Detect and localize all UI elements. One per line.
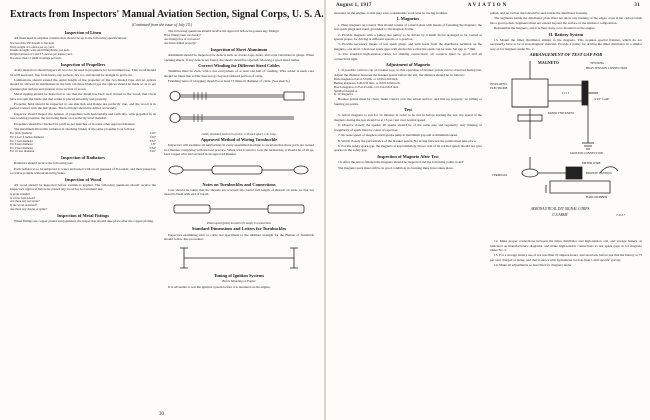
heading-wood: Inspection of Wood <box>64 176 102 182</box>
paragraph: 12. Make proper connections between the timer distributor and high-tension coil, and storage battery, as indicated on manufacturer's diagrams, and make high-tension connections to test spark gaps as for magneto under No. 3. <box>490 239 642 253</box>
diagram-footer-army: U.S.ARMY <box>552 213 568 218</box>
cable-specimen-figure <box>164 244 314 272</box>
label-gap: 3/16" GAP <box>594 97 610 102</box>
table-cell: 3/16" <box>149 149 156 154</box>
paragraph: Thimbles must be even, with a rise everywhere of at least one half of winding. Wire solder is used, care should be taken that solder does not go beyond soldered portion of cable. <box>164 69 314 78</box>
heading-cable-winding: Correct Winding for Different Sized Cables <box>198 63 280 69</box>
left-page <box>0 0 324 420</box>
paragraph: It is advisable to test the ignition system before it is mounted on the engine. <box>168 285 271 290</box>
hard-rubber-block-icon <box>550 181 610 193</box>
article-title: Extracts from Inspectors' Manual Aviation Section, Signal Corps, U. S. A. <box>10 9 324 20</box>
paragraph: 14. Make all adjustments as described for magneto under <box>494 263 572 268</box>
gap-list <box>334 78 482 97</box>
paragraph: The segments inside the distributor plate must not show any burning of the edges, even if the carbon brush has a good polish. Segments must not extend beyond the surface of the insulator composition. <box>490 16 642 25</box>
table-row <box>10 150 156 154</box>
paragraph: Breaker points must be clean, make contact over the whole surface, and line up properly; no pitting or burning on points. <box>334 97 482 106</box>
diagram-title: ARRANGEMENT OF TEST GAP FOR <box>529 52 603 58</box>
table-cell: 1/16" <box>149 135 156 140</box>
label-meter-wire: METER WIRE <box>582 161 601 166</box>
label-terminal: TERMINAL <box>492 173 508 178</box>
paragraph: Army inspectors should inspect all wood to be used in propellers for Government use. This wood should be well seasoned, free from knots, sap pockets, dry rot, and should be straight in grain-cut. <box>10 68 156 77</box>
list-item: Are there any wet spots? <box>10 199 40 204</box>
paragraph: 13. For a storage battery use of not less than 10 ampere-hours, and ascertain, before test that the battery is 75 per cent charged or better, and that it shows with hydrometer not less than 1,200 specific gravity. <box>490 253 642 262</box>
table-cell: 1/16" <box>149 131 156 136</box>
figure-caption: Cable, stranded, each turn of wire, 1/16 inch apart, 1-in. long. <box>201 131 277 136</box>
list-item: K. W. magnetos. <box>334 92 354 97</box>
tolerance-table <box>10 132 156 154</box>
paragraph: 1. Hasp magneto on a stand. This should consist of a metal plate with means of fastening the magneto, the test spark plugs and stand, grounded to the magneto frame. <box>334 22 482 32</box>
heading-test: Test <box>404 107 412 113</box>
paragraph: 7. Increase speed of magneto until sparks jump at maximum gap and at minimum speed. <box>338 133 458 138</box>
paragraph: 1. If possible, remove cap on breaker box, so that operation of breaker points can be observed during test. Adjust the distance between the breaker points before the test, the distance should be as follows: <box>334 68 482 77</box>
paragraph: 2. Provide magneto with a pulley, the pulley to be driven by a small motor arranged to be rotated at speeds proper for driving at different speeds, or a gearbox. <box>334 32 482 42</box>
list-item: Not less than 150 threads to the inch. <box>10 40 55 45</box>
heading-magnetos: I. Magnetos <box>396 16 420 22</box>
paragraph: Radiators should receive the following test: <box>14 161 74 166</box>
paragraph: 4. Use standard high-tension cables for making connections; all contacts must be good and all connections tight. <box>334 52 482 61</box>
right-page <box>326 0 650 420</box>
table-cell: For 10 feet diameter <box>10 149 35 154</box>
label-hard-rubber: HARD RUBBER <box>586 195 608 200</box>
heading-propellers: Inspection of Propellers <box>60 61 106 67</box>
linen-specs <box>10 42 156 61</box>
paragraph: The magneto parts must still be in good condition; no burning must have taken place. <box>338 165 454 170</box>
heading-turnbuckle-wiring: Approved Method of Wiring Turnbuckle <box>200 137 278 143</box>
list-item: Weight between 4.5 and 5.5 ounces per square yard. <box>10 52 73 57</box>
continued-note: (Continued from the issue of July 15.) <box>131 22 193 27</box>
list-item: Splitdorf magnetos. <box>334 88 358 93</box>
label-ground-connection: GROUND CONNECTION <box>570 151 604 156</box>
page-number: 30 <box>159 412 164 417</box>
heading-radiators: Inspection of Radiators <box>61 155 105 161</box>
paragraph: Propellers should be checked for pitch as per sketches or in some other approved manner. <box>14 121 136 126</box>
paragraph: Inspectors will examine all turnbuckles in every assembled machine to ascertain that these parts are locked in a manner complying with the best practice. When wire is used to lock the turnbuckle, it should be of 20 ga. hard copper wire and secured in an approved manner. <box>164 143 314 157</box>
paragraph: Reassemble the magneto, and it is then ready to be mounted on the engine. <box>494 26 596 31</box>
paragraph: Each radiator is to be subjected to water and tested with an air pressure of 8 pounds, and then passed up to twelve pounds without showing leaks. <box>10 166 156 176</box>
paragraph: 6. Observe closely the sparks; all sparks should be of the same size and regularity. Any missing or irregularity of spark must be cause of rejection. <box>334 123 482 132</box>
paragraph: Metal tipping should be inspected to see that the metal has been well riveted to the wood, that rivets have not split the blade and that solder is placed smoothly and properly. <box>10 92 156 101</box>
list-item: Warp weight 4.5 ounces per sq. yard. <box>10 44 55 49</box>
table-cell: 5/32" <box>149 145 156 150</box>
paragraph: 5. Allow magneto to run for 10 minutes in order to be run in before starting the test, the speed of the magneto during the test should be at 15 per cent over normal speed. <box>334 113 482 122</box>
paragraph: When fittings are copper plated and japanned, the inspection should take place after the copper plating. <box>14 219 154 224</box>
heading-metal-fittings: Inspection of Metal Fittings <box>57 212 109 218</box>
table-cell: 3/32" <box>149 138 156 143</box>
turnbuckle-figure <box>164 159 314 181</box>
table-cell: For 7 feet diameter <box>10 138 33 143</box>
list-item: Tensile strength, warp and filling 80 lbs. per inch. <box>10 48 70 53</box>
connection-figure <box>164 199 314 219</box>
heading-after-test: Inspection of Magneto After Test <box>377 153 439 159</box>
wood-questions <box>10 193 156 212</box>
label-insulated-electrode: INSULATED ELECTRODE <box>490 82 508 90</box>
heading-ignition: Tuning of Ignition Systems <box>213 272 265 278</box>
label-paper-thickness: PAPER THICKNESS <box>548 111 575 116</box>
cable-winding-figure <box>164 86 314 130</box>
bronze-casting-icon <box>566 167 582 179</box>
paragraph: Finishing turns of wrapping should be at least 15 times in diameter of cable. (See sketch.) <box>168 79 290 84</box>
heading-turnbuckle-notes: Notes on Turnbuckles and Connections <box>202 181 276 187</box>
heading-aluminum: Inspection of Sheet Aluminum <box>210 46 268 52</box>
paragraph: 10. After the test is finished the magneto should be inspected and the following points noted: <box>338 160 464 165</box>
paragraph: 3. Provide necessary means of test spark plugs, and with leads from the distributor terminal on the magneto, one short. Clean test spark gaps with electrodes so that the spark can be seen. Set gap to 7 mm. <box>334 42 482 51</box>
diagram-date: 7-9-17 <box>616 213 626 218</box>
list-item: Is it free from knots? <box>10 195 36 200</box>
paragraph: Aluminum should be inspected for defects such as cracks, laps, dents, and scale variations in gauge. When opening sheets, if any defects are found, the sheets should be rejected, allowing a good-sized radius. <box>164 53 314 62</box>
magazine-name: AVIATION <box>467 3 509 8</box>
paragraph: The maximum allowable variation in checking blades of the same propeller is as follows: <box>14 127 136 132</box>
paragraph: Care should be taken that the threads are screwed into barrel full length of threads on ends, so that not thread is flush with end of barrel. <box>164 188 314 197</box>
table-cell: 1/8" <box>150 142 156 147</box>
list-item: Is the wood seasoned? <box>10 203 37 208</box>
thimble-icon <box>170 91 180 100</box>
list-item: Bosch magnetos, 0.35-0.45 mm., or 0.014-0.018 inch. <box>334 84 399 89</box>
list-item: Have fittings been cut cleanly? <box>164 33 202 38</box>
list-item: Not more than 11 small crossings per inch. <box>10 56 62 60</box>
paragraph: polish, and no carbon dust should be seen inside the distributor housing. <box>490 11 588 15</box>
list-item: Are fittings free of corrosion? <box>164 37 200 42</box>
figure-caption: Piston spool (pilot) turned to fit snugly in connection. <box>206 220 272 225</box>
label-testing: TESTING <box>590 61 605 66</box>
heading-linen: Inspection of Linen <box>64 30 102 35</box>
list-item: Are holes drilled properly? <box>164 41 197 45</box>
left-column-2 <box>164 29 314 291</box>
heading-battery-system: II. Battery System <box>548 31 584 37</box>
right-column-1 <box>334 11 482 171</box>
page-number: 31 <box>634 3 640 8</box>
paragraph: 8. Watch closely the performance of the breaker points. No arcing between the points must take place. <box>338 138 477 143</box>
paragraph: 9. For the safety spark gap, the magneto at approximately 50 per cent of its normal speed, should not give sparks on the safety gap. <box>334 143 482 153</box>
heading-adjustment: Adjustment of Magneto <box>385 62 431 68</box>
issue-date: August 1, 1917 <box>336 3 372 8</box>
paragraph: Laminations should extend the entire length of the propeller of the two-bladed type and no splices should be allowed in laminations in the hub. On three-bladed type the splices should be made so as to get greatest glue surface and greatest cross section of wood. <box>10 78 156 91</box>
paragraph: 13. Mount the timer distributor similar to the magneto. This requires special fixtures, which do not necessarily have to be of non-magnetic material. Provide a pulley for driving the timer distributor in a similar way as for magneto under No. 2. <box>490 38 642 51</box>
insulated-electrode-block-icon <box>512 79 548 107</box>
paragraph: The following questions should receive his approval before he passes any fittings: <box>168 29 280 33</box>
paragraph: Inspector should inspect the balance of propellers both horizontally and vertically, with propeller in its true working position, the test being made on a perfectly level mandrel. <box>10 111 156 121</box>
heading-standard-dimensions: Standard Dimensions and Letters for Turnbuckles <box>191 226 287 232</box>
diagram-footer: AERONAUTICAL DIV. SIGNAL CORPS <box>530 207 590 212</box>
table-cell: For pitch diameter <box>10 131 33 136</box>
test-gap-diagram <box>490 53 642 237</box>
fitting-questions <box>164 34 314 45</box>
paragraph: All wood should be inspected before varnish is applied. The following questions should receive the inspector's approval before he passes any wood for Government use: <box>10 183 156 192</box>
label-bronze-casting: BRONZE CASTING <box>586 171 612 176</box>
list-item: Are there any checks or splits? <box>10 207 47 212</box>
paragraph: Propeller hubs should be inspected to see that hub and flange are perfectly true, and the wood is in perfect contact with the hub plates. The bolt holes should be drilled accurately. <box>10 102 156 111</box>
right-column-2 <box>490 11 642 269</box>
paragraph: Inspectors examining wire or cable test specimens to the ultimate strength for the Bureau of Standards should follow this procedure: <box>164 232 314 242</box>
label-magneto: MAGNETO <box>538 60 560 66</box>
subheading-before-mounting: Before Mounting on Engine <box>222 278 256 283</box>
table-cell: For 9 feet diameter <box>10 145 33 150</box>
table-cell: For 4 foot 6 inches diameter <box>10 135 44 140</box>
paragraph: All linen used in airplane construction should be up to the following specifications: <box>14 36 127 41</box>
list-item: Berling magnetos, 0.40-0.50 mm., or 0.016-0.020 inch. <box>334 81 401 86</box>
paragraph: mounted on the engine, as this may save considerable work later in tracing troubles. <box>334 11 448 15</box>
list-item: Is grain straight? <box>10 191 31 196</box>
label-high-tension: HIGH TENSION CONNECTION <box>586 66 628 71</box>
table-cell: For 8 feet diameter <box>10 142 33 147</box>
list-item: Dixie magnetos, 0.41-0.51 mm., or 0.016-0.020 inch. <box>334 77 398 82</box>
left-column-1 <box>10 29 156 225</box>
